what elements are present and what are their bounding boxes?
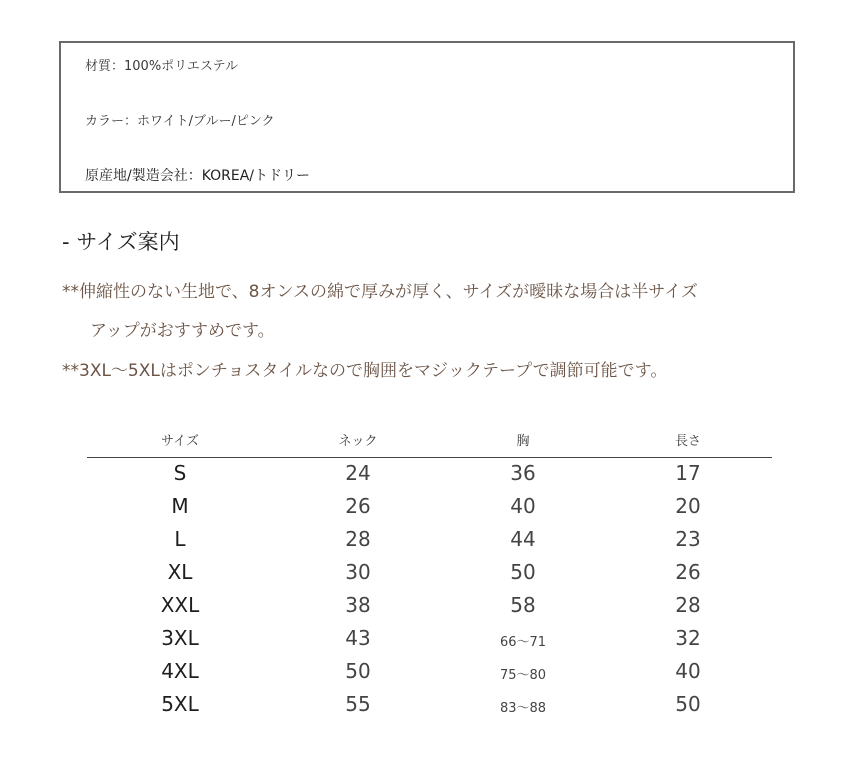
size-guide-title: - サイズ案内 [62, 230, 180, 254]
table-row [87, 656, 772, 689]
table-row [87, 524, 772, 557]
table-row [87, 557, 772, 590]
cell-chest: 75〜80 [499, 668, 547, 683]
size-note-line-2: アップがおすすめです。 [90, 321, 275, 341]
cell-length: 40 [675, 659, 701, 683]
cell-length: 23 [675, 527, 701, 551]
table-header [87, 424, 772, 458]
header-chest: 胸 [516, 434, 530, 449]
cell-neck: 24 [345, 461, 371, 485]
cell-neck: 43 [345, 626, 371, 650]
cell-size: 4XL [161, 659, 199, 683]
cell-length: 26 [675, 560, 701, 584]
cell-neck: 30 [345, 560, 371, 584]
cell-size: XXL [160, 593, 200, 617]
material-text: 材質：100%ポリエステル [85, 59, 238, 74]
cell-length: 32 [675, 626, 701, 650]
cell-length: 17 [675, 461, 701, 485]
cell-chest: 36 [510, 461, 536, 485]
product-info-box [59, 41, 795, 193]
cell-neck: 38 [345, 593, 371, 617]
cell-chest: 66〜71 [499, 635, 547, 650]
cell-size: XL [167, 560, 193, 584]
cell-neck: 26 [345, 494, 371, 518]
cell-size: L [174, 527, 186, 551]
cell-length: 20 [675, 494, 701, 518]
cell-size: 5XL [161, 692, 199, 716]
cell-neck: 55 [345, 692, 371, 716]
cell-size: 3XL [161, 626, 199, 650]
table-row [87, 491, 772, 524]
cell-chest: 44 [510, 527, 536, 551]
size-note-poncho: **3XL～5XLはポンチョスタイルなので胸囲をマジックテープで調節可能です。 [62, 361, 668, 381]
table-row [87, 590, 772, 623]
header-size: サイズ [161, 434, 199, 449]
size-table [87, 424, 772, 722]
color-text: カラー：ホワイト/ブルー/ピンク [85, 114, 275, 129]
table-row [87, 689, 772, 722]
cell-neck: 50 [345, 659, 371, 683]
cell-chest: 40 [510, 494, 536, 518]
header-neck: ネック [338, 434, 378, 449]
cell-chest: 50 [510, 560, 536, 584]
cell-size: S [173, 461, 187, 485]
cell-size: M [171, 494, 189, 518]
cell-chest: 83〜88 [499, 701, 547, 716]
table-row [87, 623, 772, 656]
table-row [87, 458, 772, 491]
cell-neck: 28 [345, 527, 371, 551]
size-note-line-1: **伸縮性のない生地で、8オンスの綿で厚みが厚く、サイズが曖昧な場合は半サイズ [62, 282, 698, 302]
cell-length: 50 [675, 692, 701, 716]
cell-chest: 58 [510, 593, 536, 617]
cell-length: 28 [675, 593, 701, 617]
header-length: 長さ [674, 434, 702, 449]
origin-text: 原産地/製造会社：KOREA/トドリー [85, 168, 311, 184]
